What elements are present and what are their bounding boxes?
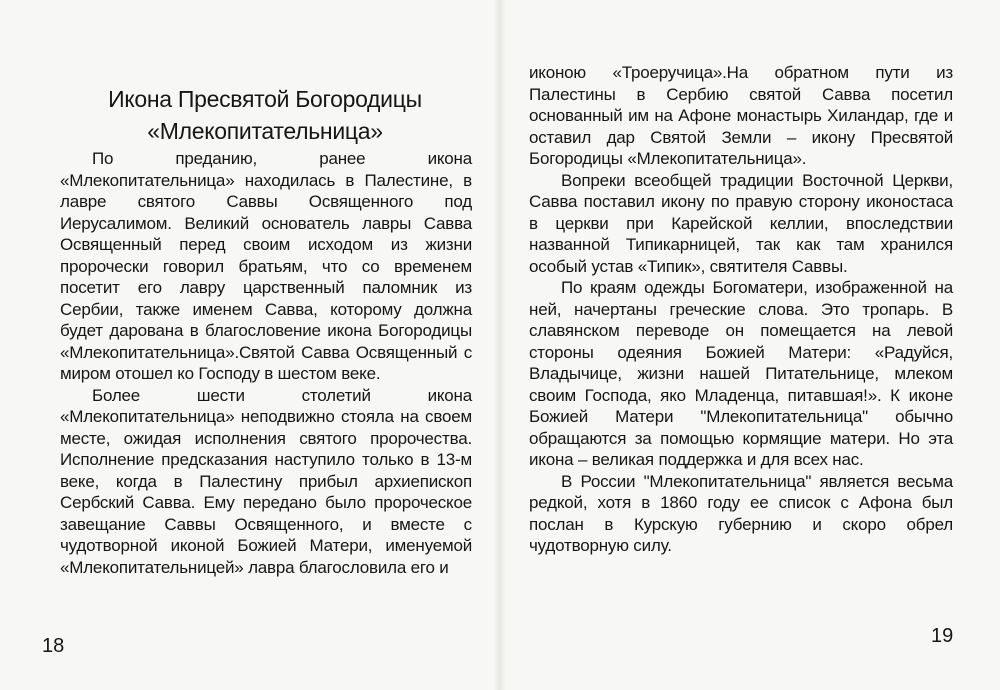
page-title-line-2: «Млекопитательница» (147, 118, 383, 144)
page-number-right: 19 (931, 625, 954, 647)
paragraph: В России "Млекопитательница" является весьма редкой, хотя в 1860 году ее список с Афона был послан в Курскую губернию и скоро обрел чудотворную силу. (529, 471, 953, 555)
paragraph: Более шести столетий икона «Млекопитательница» неподвижно стояла на своем месте, ожидая исполнения святого пророчества. Исполнение предсказания наступило только в 13-м веке, когда в Палестину прибыл архиепископ Сербский Савва. Ему передано было пророческое завещание Саввы Освященного, и вместе с чудотворной иконой Божией Матери, именуемой «Млекопитательницей» лавра благословила его и (60, 385, 472, 577)
page-title-line-1: Икона Пресвятой Богородицы (108, 86, 422, 112)
right-page (506, 0, 1000, 690)
right-page-body (529, 62, 953, 557)
book-gutter (494, 0, 506, 690)
paragraph: Вопреки всеобщей традиции Восточной Церкви, Савва поставил икону по правую сторону иконостаса в церкви при Карейской келлии, впоследствии названной Типикарницей, так как там хранился особый устав «Типик», святителя Саввы. (529, 170, 953, 276)
left-page-body (60, 148, 472, 578)
paragraph: По краям одежды Богоматери, изображенной на ней, начертаны греческие слова. Это тропарь. В славянском переводе он помещается на левой стороны одеяния Божией Матери: «Радуйся, Владычице, жизни нашей Питательнице, млеком своим Господа, яко Младенца, питавшая!». К иконе Божией Матери "Млекопитательница" обычно обращаются за помощью кормящие матери. Но эта икона – великая поддержка и для всех нас. (529, 278, 953, 469)
page-number-left: 18 (42, 635, 65, 657)
left-page (0, 0, 494, 690)
paragraph: По преданию, ранее икона «Млекопитательница» находилась в Палестине, в лавре святого Саввы Освященного под Иерусалимом. Великий основатель лавры Савва Освященный перед своим исходом из жизни пророчески говорил братьям, что со временем посетит его лавру царственный паломник из Сербии, также именем Савва, которому должна будет дарована в благословение икона Богородицы «Млекопитательница».Святой Савва Освященный с миром отошел ко Господу в шестом веке. (60, 149, 472, 383)
paragraph-continued: иконою «Троеручица».На обратном пути из Палестины в Сербию святой Савва посетил основанный им на Афоне монастырь Хиландар, где и оставил дар Святой Земли – икону Пресвятой Богородицы «Млекопитательница». (529, 63, 953, 168)
